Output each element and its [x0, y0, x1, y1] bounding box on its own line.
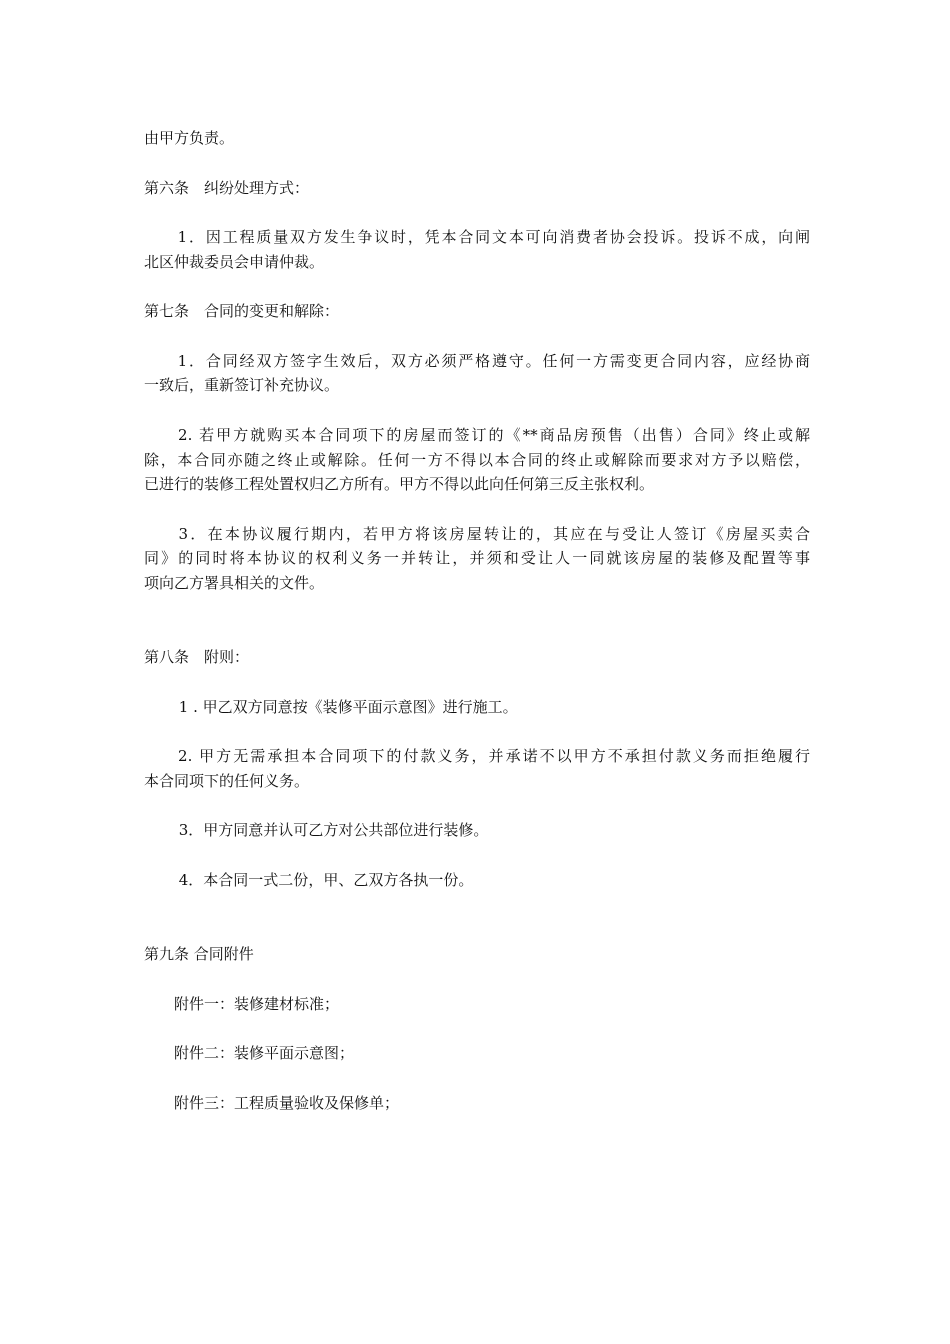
paragraph-continuation: 由甲方负责。	[144, 129, 235, 147]
article-8-heading: 第八条 附则：	[144, 648, 250, 666]
article-7-clause-3-line-1: 3．在本协议履行期内，若甲方将该房屋转让的，其应在与受让人签订《房屋买卖合	[144, 525, 810, 543]
attachment-3: 附件三：工程质量验收及保修单；	[144, 1094, 400, 1112]
article-8-clause-2-line-1: 2. 甲方无需承担本合同项下的付款义务，并承诺不以甲方不承担付款义务而拒绝履行	[144, 747, 810, 765]
article-8-clause-3: 3．甲方同意并认可乙方对公共部位进行装修。	[144, 821, 489, 839]
attachment-1: 附件一：装修建材标准；	[144, 995, 340, 1013]
article-7-heading: 第七条 合同的变更和解除：	[144, 302, 340, 320]
article-7-clause-2-line-1: 2. 若甲方就购买本合同项下的房屋而签订的《**商品房预售（出售）合同》终止或解	[144, 426, 810, 444]
attachment-2: 附件二：装修平面示意图；	[144, 1044, 355, 1062]
article-6-clause-1-line-2: 北区仲裁委员会申请仲裁。	[144, 253, 325, 271]
article-7-clause-3-line-3: 项向乙方署具相关的文件。	[144, 574, 325, 592]
article-8-clause-1: 1 . 甲乙双方同意按《装修平面示意图》进行施工。	[144, 698, 518, 716]
article-9-heading: 第九条 合同附件	[144, 945, 254, 963]
article-7-clause-2-line-3: 已进行的装修工程处置权归乙方所有。甲方不得以此向任何第三反主张权利。	[144, 475, 655, 493]
article-7-clause-2-line-2: 除，本合同亦随之终止或解除。任何一方不得以本合同的终止或解除而要求对方予以赔偿，	[144, 451, 810, 469]
article-8-clause-2-line-2: 本合同项下的任何义务。	[144, 772, 310, 790]
article-7-clause-1-line-1: 1．合同经双方签字生效后，双方必须严格遵守。任何一方需变更合同内容，应经协商	[144, 352, 810, 370]
article-8-clause-4: 4．本合同一式二份，甲、乙双方各执一份。	[144, 871, 474, 889]
article-7-clause-1-line-2: 一致后，重新签订补充协议。	[144, 376, 340, 394]
article-7-clause-3-line-2: 同》的同时将本协议的权利义务一并转让，并须和受让人一同就该房屋的装修及配置等事	[144, 549, 810, 567]
article-6-heading: 第六条 纠纷处理方式：	[144, 179, 310, 197]
article-6-clause-1-line-1: 1．因工程质量双方发生争议时，凭本合同文本可向消费者协会投诉。投诉不成，向闸	[144, 228, 810, 246]
